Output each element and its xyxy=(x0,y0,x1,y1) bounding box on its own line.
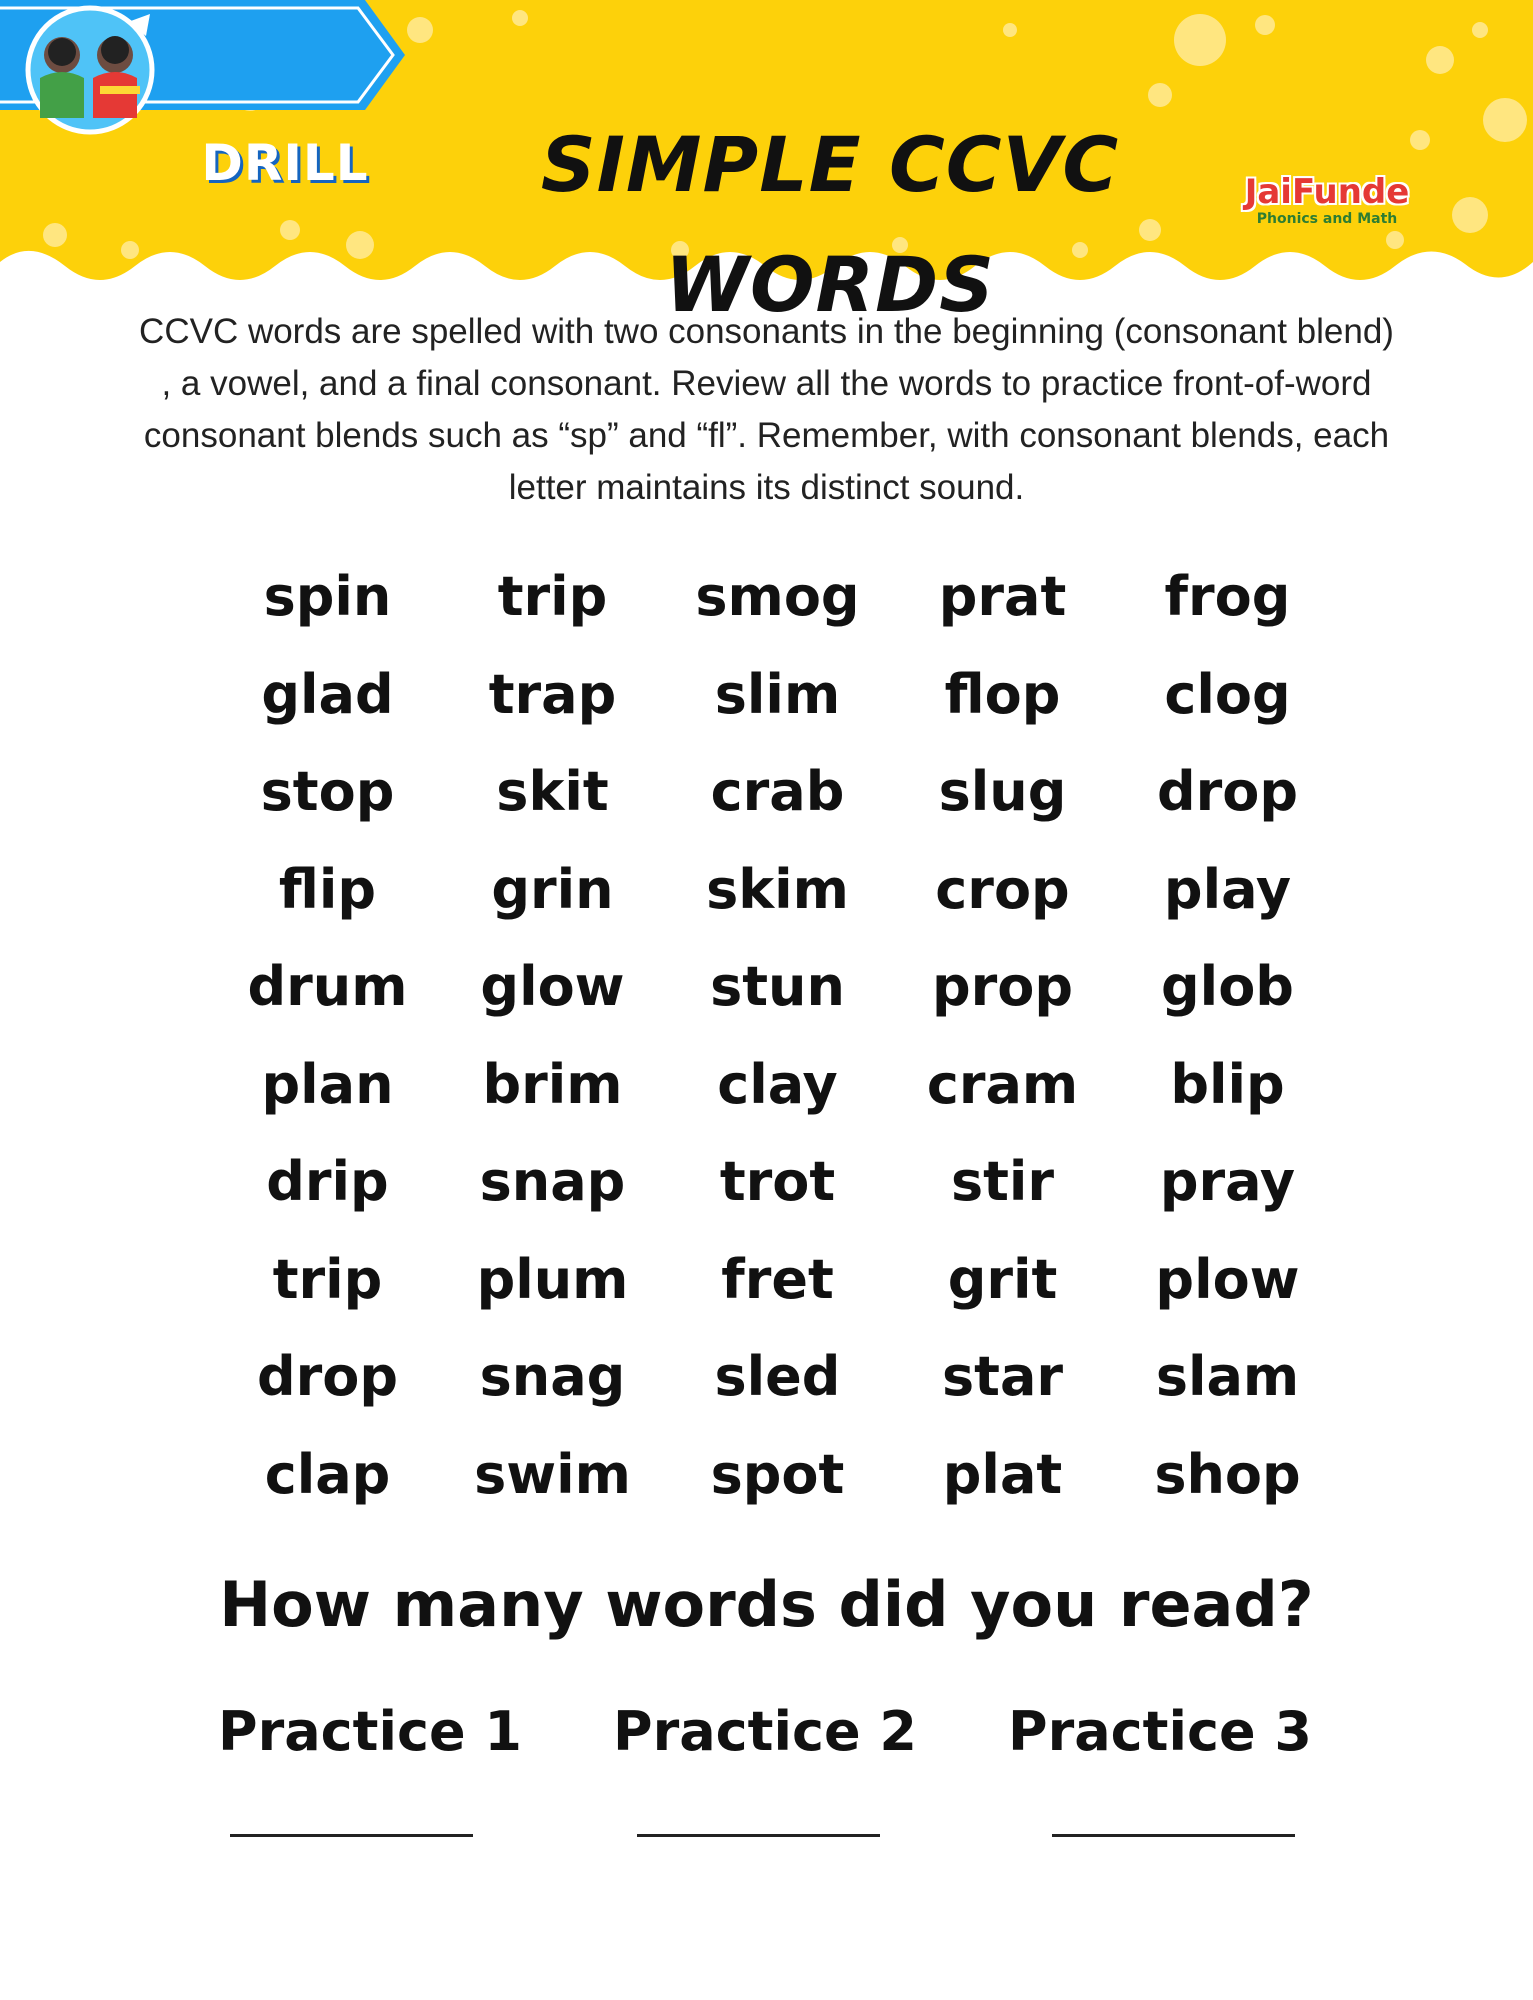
word-item: blip xyxy=(1170,1052,1285,1116)
intro-paragraph: CCVC words are spelled with two consonants in the beginning (consonant blend) , a vowel, and a final consonant. Review all the words to practice front-of-word consonant blends such as “sp” and “fl”. Remember, with consonant blends, each letter maintains its distinct sound. xyxy=(139,312,1394,507)
page-title: SIMPLE CCVC WORDS xyxy=(540,120,1120,329)
word-grid xyxy=(215,548,1315,1523)
word-item: crab xyxy=(710,760,845,823)
word-item: skim xyxy=(706,857,849,921)
logo-tagline: Phonics and Math xyxy=(1256,211,1398,227)
word-item: spin xyxy=(263,565,392,628)
word-item: grin xyxy=(491,857,614,921)
word-item: swim xyxy=(474,1442,631,1506)
word-item: trip xyxy=(497,565,608,628)
question-heading: How many words did you read? xyxy=(219,1568,1314,1641)
word-item: plat xyxy=(942,1442,1063,1506)
practice-2-label: Practice 2 xyxy=(613,1700,917,1763)
word-item: skit xyxy=(496,760,609,823)
word-item: prop xyxy=(931,955,1074,1018)
word-item: brim xyxy=(482,1052,623,1116)
word-item: frog xyxy=(1164,565,1291,628)
word-item: drop xyxy=(1156,760,1299,823)
word-item: stun xyxy=(710,955,845,1018)
word-item: star xyxy=(941,1345,1064,1408)
word-item: clog xyxy=(1164,662,1291,726)
word-item: clay xyxy=(717,1052,838,1116)
practice-3-label: Practice 3 xyxy=(1008,1700,1312,1763)
word-item: flip xyxy=(278,857,377,921)
word-item: crop xyxy=(935,857,1070,921)
word-item: trot xyxy=(719,1150,836,1213)
practice-1-label: Practice 1 xyxy=(218,1700,522,1763)
practice-1-answer-line[interactable] xyxy=(230,1834,473,1837)
word-item: drum xyxy=(247,955,408,1018)
word-item: drip xyxy=(266,1150,389,1213)
word-item: flop xyxy=(944,662,1061,726)
word-item: trip xyxy=(272,1247,383,1311)
word-item: stop xyxy=(260,760,395,823)
word-item: fret xyxy=(721,1247,834,1311)
word-item: grit xyxy=(947,1247,1058,1311)
word-item: slim xyxy=(714,662,841,726)
logo-wordmark: JaiFunde xyxy=(1244,172,1410,212)
word-item: pray xyxy=(1159,1150,1296,1213)
word-item: slam xyxy=(1155,1345,1300,1408)
word-item: prat xyxy=(938,565,1067,628)
word-item: snap xyxy=(479,1150,626,1213)
word-item: slug xyxy=(938,760,1067,823)
word-item: stir xyxy=(950,1150,1055,1213)
word-item: snag xyxy=(479,1345,626,1408)
word-item: plow xyxy=(1155,1247,1300,1311)
word-item: cram xyxy=(926,1052,1079,1116)
word-item: clap xyxy=(264,1442,391,1506)
practice-3-answer-line[interactable] xyxy=(1052,1834,1295,1837)
word-item: shop xyxy=(1154,1442,1301,1506)
word-item: glob xyxy=(1161,955,1294,1018)
word-item: play xyxy=(1163,857,1292,921)
word-item: sled xyxy=(714,1345,841,1408)
word-item: plum xyxy=(476,1247,629,1311)
two-children-logo-icon xyxy=(0,0,180,150)
word-item: drop xyxy=(256,1345,399,1408)
practice-2-answer-line[interactable] xyxy=(637,1834,880,1837)
word-item: glow xyxy=(480,955,625,1018)
word-item: plan xyxy=(261,1052,394,1116)
word-item: glad xyxy=(261,662,394,726)
header-banner xyxy=(0,0,1533,329)
word-item: spot xyxy=(710,1442,845,1506)
word-item: trap xyxy=(488,662,617,726)
drill-badge-label: DRILL xyxy=(201,134,369,192)
word-item: smog xyxy=(695,565,860,628)
